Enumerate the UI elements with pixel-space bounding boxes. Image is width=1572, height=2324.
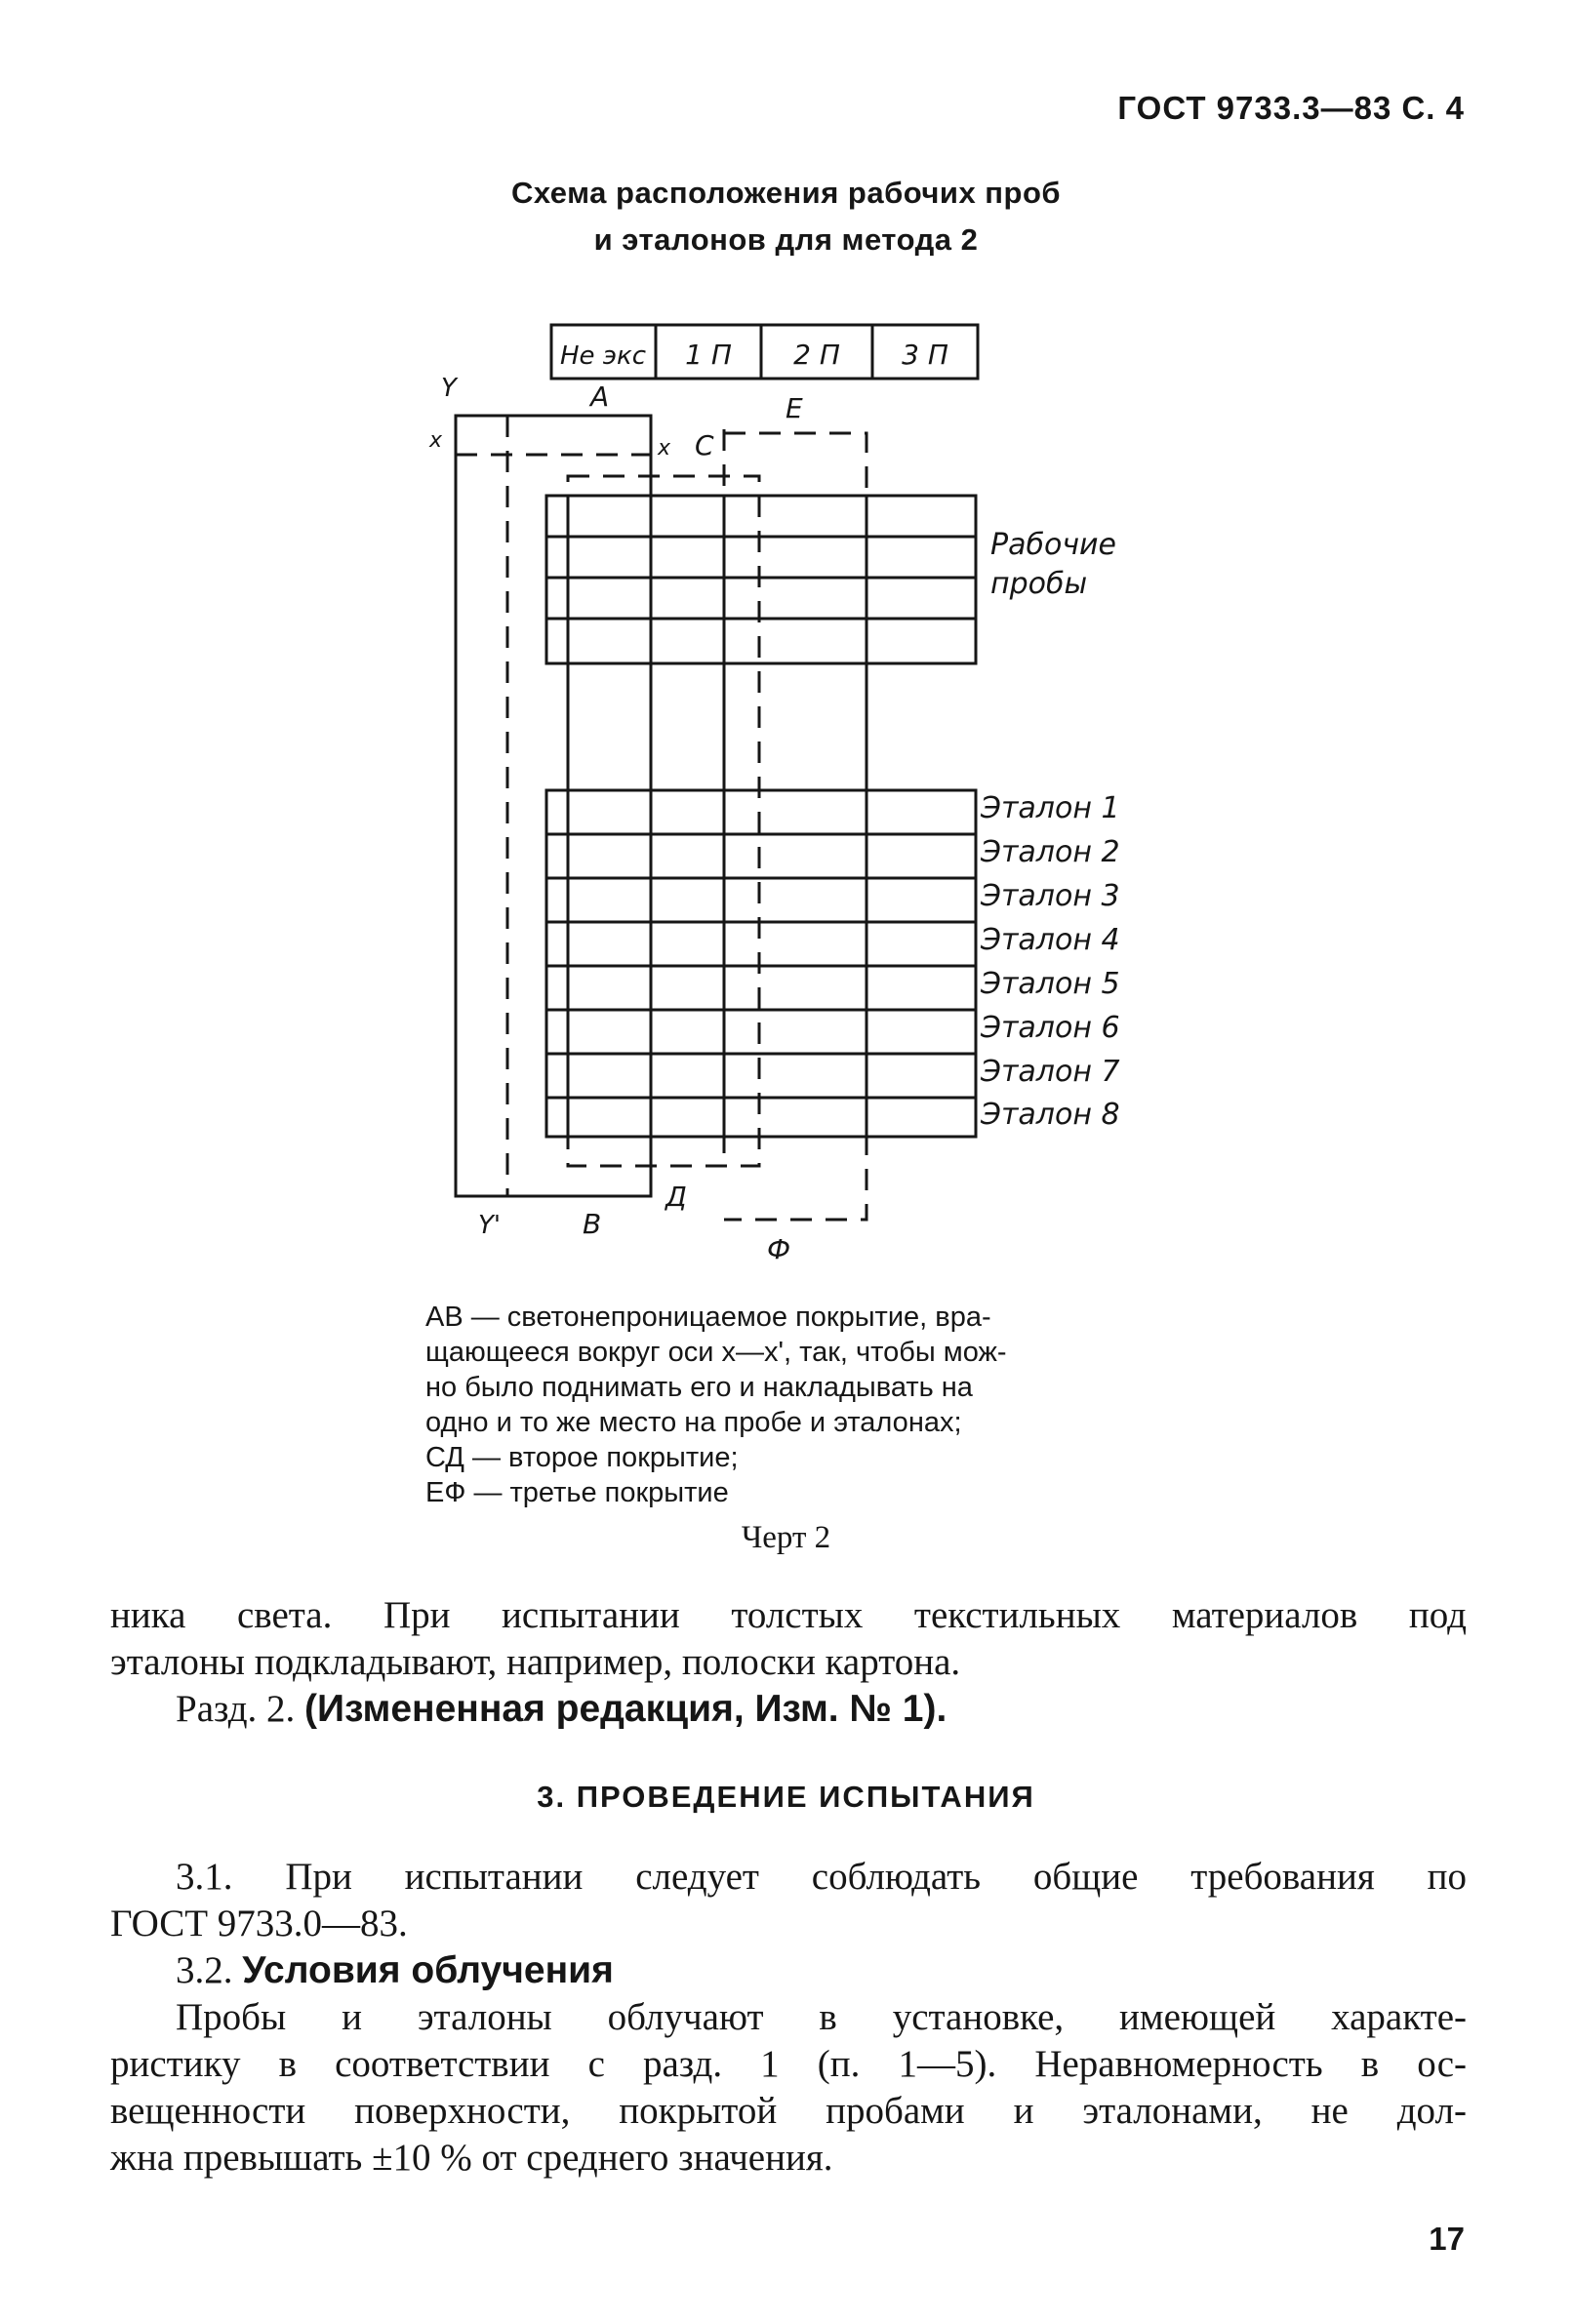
paragraph-line: эталоны подкладывают, например, полоски картона. [110,1641,961,1683]
paragraph-line: 3.1. При испытании следует соблюдать общие требования по [176,1856,1467,1898]
amendment-bold: (Измененная редакция, Изм. № 1). [304,1688,947,1730]
cover-ef-outline [724,433,867,1220]
standard-label-6: Эталон 6 [981,1011,1120,1045]
paragraph-line: Пробы и эталоны облучают в установке, имеющей характе- [176,1996,1467,2038]
figure-title-line-1: Схема расположения рабочих проб [510,176,1062,210]
cover-ab-outline [456,416,651,1196]
standard-strip-4 [546,922,976,966]
standard-label-5: Эталон 5 [981,967,1120,1001]
header-cell-2p: 2 П [793,339,840,371]
standard-strip-5 [546,966,976,1010]
label-x-right: x [658,436,671,461]
label-b: B [583,1208,602,1240]
work-sample-1 [546,496,976,537]
page-number: 17 [1429,2221,1465,2257]
standard-strip-7 [546,1054,976,1098]
cover-cd-outline [568,476,759,1166]
standard-label-2: Эталон 2 [981,835,1120,869]
label-f: Ф [767,1233,791,1265]
work-sample-4 [546,619,976,663]
section-title: 3. ПРОВЕДЕНИЕ ИСПЫТАНИЯ [537,1780,1035,1814]
legend-line: СД — второе покрытие; [425,1442,739,1473]
work-samples-label-line-1: Рабочие [990,528,1117,562]
paragraph-line: жна превышать ±10 % от среднего значения. [110,2137,833,2179]
work-sample-3 [546,578,976,619]
legend-line: одно и то же место на пробе и эталонах; [425,1407,962,1438]
standard-label-8: Эталон 8 [981,1098,1120,1132]
standard-label-3: Эталон 3 [981,879,1120,913]
work-sample-2 [546,537,976,578]
paragraph-line: ристику в соответствии с разд. 1 (п. 1—5). Неравномерность в ос- [110,2043,1467,2085]
standard-strip-1 [546,790,976,834]
label-e: E [786,392,803,424]
subsection-title: Условия облучения [242,1949,614,1991]
label-c: C [695,429,714,461]
legend-line: но было поднимать его и накладывать на [425,1372,973,1403]
legend-line: щающееся вокруг оси x—x', так, чтобы мож- [425,1337,1007,1368]
amendment-prefix: Разд. 2. [176,1688,305,1730]
paragraph-line: ника света. При испытании толстых текстильных материалов под [110,1594,1467,1636]
label-d: Д [665,1181,687,1213]
label-y-top: Y [441,374,457,403]
header-cell-not-exposed: Не экс [559,341,647,371]
standard-strip-3 [546,878,976,922]
label-a: A [590,381,610,413]
label-y-bottom: Y' [478,1211,502,1240]
standard-strip-8 [546,1098,976,1137]
amendment-note [176,1686,1467,1733]
document-header: ГОСТ 9733.3—83 С. 4 [1117,90,1465,126]
subsection-heading [176,1947,1467,1994]
header-cell-1p: 1 П [685,339,732,371]
standard-strip-2 [546,834,976,878]
figure-title-line-2: и эталонов для метода 2 [593,222,979,257]
header-cell-3p: 3 П [902,339,948,371]
work-samples-label-line-2: пробы [990,567,1088,601]
standard-strip-6 [546,1010,976,1054]
paragraph-line: вещенности поверхности, покрытой пробами и эталонами, не дол- [110,2090,1467,2132]
legend-line: ЕФ — третье покрытие [425,1477,729,1508]
figure-number: Черт 2 [741,1520,831,1555]
label-x-left: x [429,428,443,453]
standard-label-1: Эталон 1 [981,791,1120,825]
legend-line: АВ — светонепроницаемое покрытие, вра- [425,1302,991,1333]
subsection-number: 3.2. [176,1949,243,1991]
standard-label-4: Эталон 4 [981,923,1120,957]
paragraph-line: ГОСТ 9733.0—83. [110,1903,408,1944]
figure-legend [425,1300,1157,1510]
standard-label-7: Эталон 7 [981,1055,1120,1089]
